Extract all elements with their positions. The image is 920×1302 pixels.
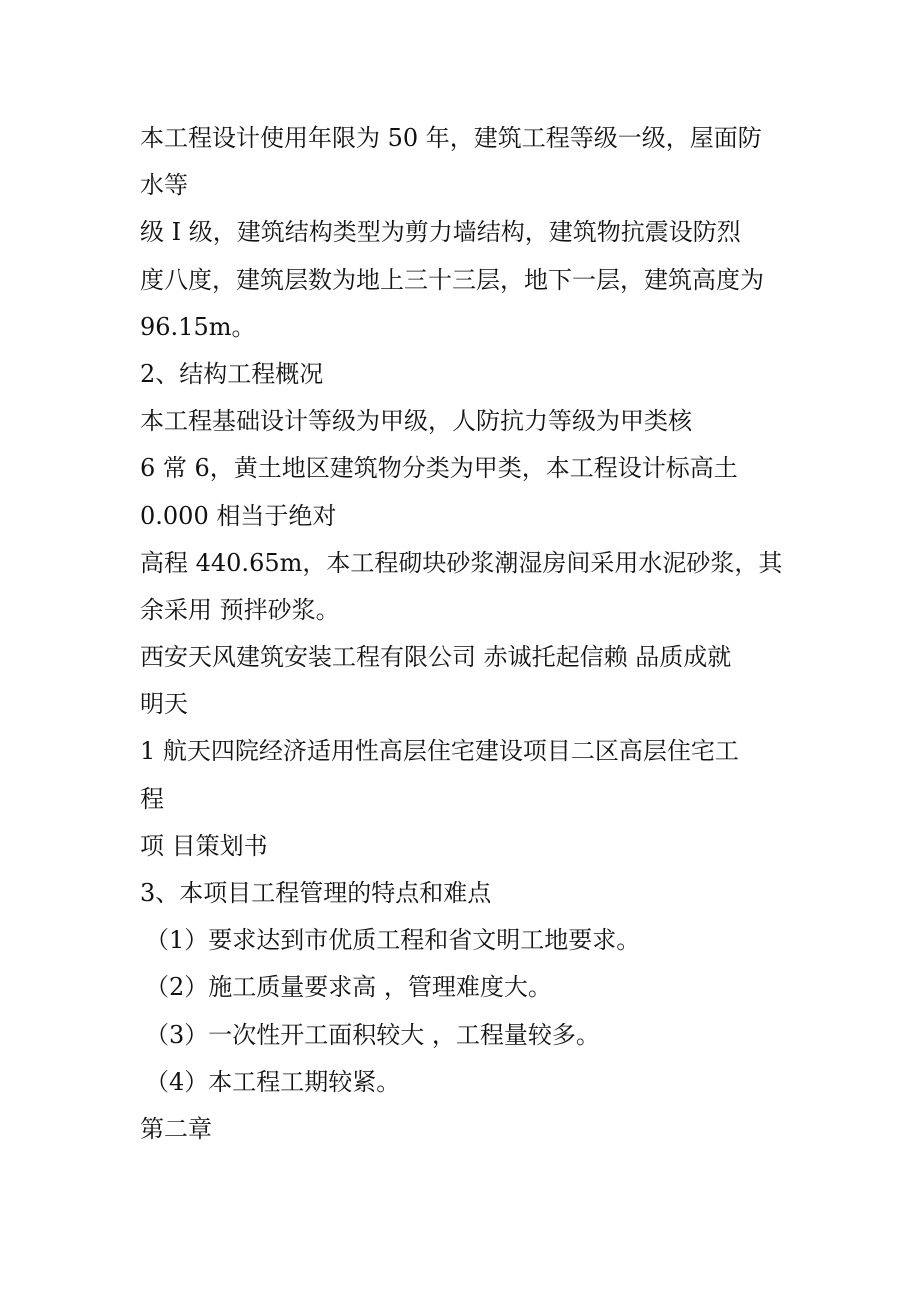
- list-item: （1）要求达到市优质工程和省文明工地要求。: [145, 926, 641, 955]
- chapter-heading: 第二章: [140, 1114, 212, 1143]
- text-line: 级 I 级，建筑结构类型为剪力墙结构，建筑物抗震设防烈: [140, 218, 741, 247]
- project-title-line: 1 航天四院经济适用性高层住宅建设项目二区高层住宅工: [140, 737, 739, 766]
- section-heading: 3、本项目工程管理的特点和难点: [140, 879, 492, 907]
- project-title-line: 程: [140, 784, 164, 813]
- text-line: 度八度，建筑层数为地上三十三层，地下一层，建筑高度为: [140, 265, 764, 294]
- list-item: （3）一次性开工面积较大 ，工程量较多。: [145, 1020, 600, 1049]
- list-item: （4）本工程工期较紧。: [145, 1067, 401, 1096]
- text-line: 余采用 预拌砂浆。: [140, 595, 340, 624]
- text-line: 96.15m。: [140, 312, 256, 341]
- document-body: [140, 115, 790, 1153]
- company-header-line: 西安天风建筑安装工程有限公司 赤诚托起信赖 品质成就: [140, 643, 732, 672]
- company-header-line: 明天: [140, 690, 188, 719]
- text-line: 6 常 6，黄土地区建筑物分类为甲类，本工程设计标高土: [140, 454, 738, 483]
- document-subtitle: 项 目策划书: [140, 831, 268, 860]
- text-line: 本工程基础设计等级为甲级，人防抗力等级为甲类核: [140, 407, 692, 436]
- text-line: 0.000 相当于绝对: [140, 501, 337, 530]
- text-line: 水等: [140, 171, 188, 200]
- list-item: （2）施工质量要求高 ，管理难度大。: [145, 973, 552, 1002]
- section-heading: 2、结构工程概况: [140, 359, 324, 388]
- text-line: 高程 440.65m，本工程砌块砂浆潮湿房间采用水泥砂浆，其: [140, 548, 783, 577]
- text-line: 本工程设计使用年限为 50 年，建筑工程等级一级，屋面防: [140, 124, 762, 152]
